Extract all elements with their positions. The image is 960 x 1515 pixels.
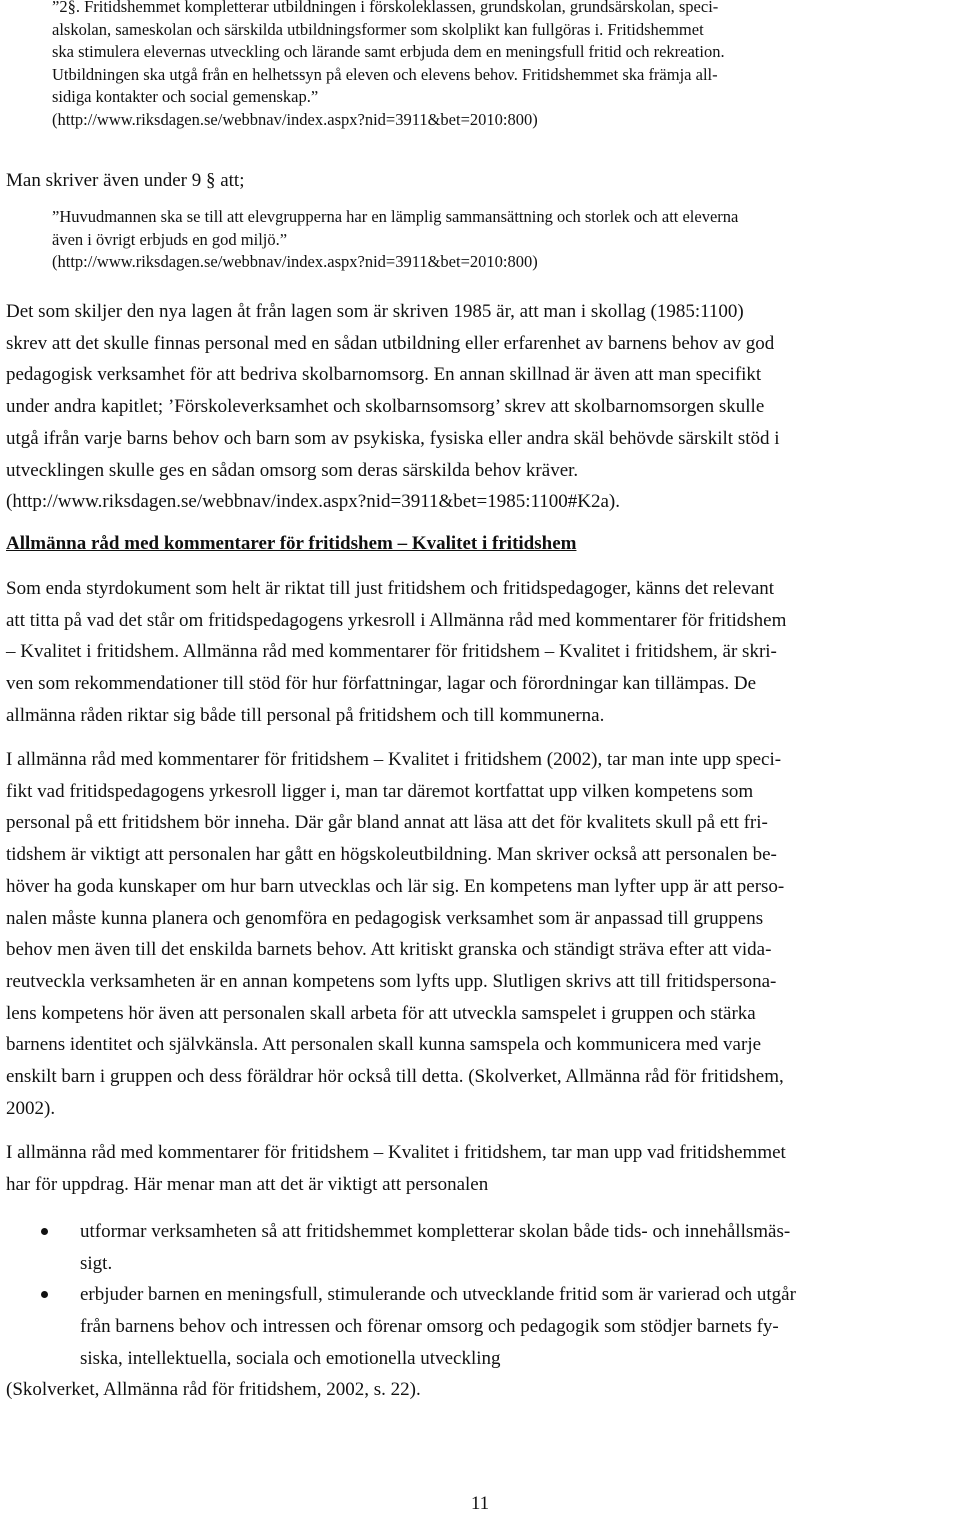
quote-line: även i övrigt erbjuds en god miljö.” (52, 229, 288, 249)
paragraph-source-url: (http://www.riksdagen.se/webbnav/index.aspx?nid=3911&bet=1985:1100#K2a). (6, 491, 621, 513)
page-number: 11 (470, 1493, 490, 1514)
quote-line: sidiga kontakter och social gemenskap.” (52, 87, 319, 106)
paragraph-line: allmänna råden riktar sig både till personal på fritidshem och till kommunerna. (6, 704, 605, 726)
paragraph-line: – Kvalitet i fritidshem. Allmänna råd med kommentarer för fritidshem – Kvalitet i fritidshem, är skri- (6, 641, 777, 663)
paragraph-line: utvecklingen skulle ges en sådan omsorg som deras särskilda behov kräver. (6, 459, 579, 481)
paragraph-line: 2002). (6, 1097, 56, 1119)
legal-quote-block-2 (52, 206, 912, 274)
list-item-line: siska, intellektuella, sociala och emotionella utveckling (80, 1347, 501, 1369)
list-item-line: sigt. (80, 1252, 113, 1274)
quote-source-url: (http://www.riksdagen.se/webbnav/index.aspx?nid=3911&bet=2010:800) (52, 252, 538, 271)
paragraph-general-advice (6, 573, 956, 732)
paragraph-line: Det som skiljer den nya lagen åt från lagen som är skriven 1985 är, att man i skollag (1985:1100) (6, 301, 744, 322)
list-item (0, 1279, 960, 1374)
paragraph-line: att titta på vad det står om fritidspedagogens yrkesroll i Allmänna råd med kommentarer för fritidshem (6, 609, 787, 631)
quote-source-url: (http://www.riksdagen.se/webbnav/index.aspx?nid=3911&bet=2010:800) (52, 109, 538, 129)
paragraph-competence (6, 744, 956, 1124)
quote-line: Utbildningen ska utgå från en helhetssyn på eleven och elevens behov. Fritidshemmet ska främja all- (52, 64, 718, 84)
list-item-line: erbjuder barnen en meningsfull, stimulerande och utvecklande fritid som är varierad och utgår (80, 1284, 796, 1306)
list-item-line: utformar verksamheten så att fritidshemmet kompletterar skolan både tids- och innehållsmäs- (80, 1221, 791, 1242)
list-item (0, 1216, 960, 1279)
paragraph-line: I allmänna råd med kommentarer för fritidshem – Kvalitet i fritidshem, tar man upp vad fritidshemmet (6, 1142, 786, 1163)
list-item-line: från barnens behov och intressen och förenar omsorg och pedagogik som stödjer barnets fy- (80, 1316, 779, 1338)
legal-quote-block (52, 0, 912, 131)
quote-line: alskolan, sameskolan och särskilda utbildningsformer som skolplikt kan fullgöras i. Fritidshemmet (52, 19, 704, 39)
bullet-icon (41, 1291, 48, 1298)
paragraph-line: personal på ett fritidshem bör inneha. Där går bland annat att läsa att det för kvalitets skull på ett fri- (6, 812, 768, 834)
section-heading: Allmänna råd med kommentarer för fritidshem – Kvalitet i fritidshem (6, 533, 577, 554)
quote-line: ”2§. Fritidshemmet kompletterar utbildningen i förskoleklassen, grundskolan, grundsärskolan, speci- (52, 0, 719, 16)
paragraph-line: fikt vad fritidspedagogens yrkesroll ligger i, man tar däremot kortfattat upp vilken kompetens som (6, 780, 754, 802)
paragraph-line: höver ha goda kunskaper om hur barn utvecklas och lär sig. En kompetens man lyfter upp är att perso- (6, 875, 785, 897)
paragraph-line: barnens identitet och självkänsla. Att personalen skall kunna samspela och kommunicera med varje (6, 1034, 762, 1056)
paragraph-line: utgå ifrån varje barns behov och barn som av psykiska, fysiska eller andra skäl behövde särskilt stöd i (6, 427, 780, 449)
paragraph-mission (6, 1137, 956, 1200)
paragraph-line: tidshem är viktigt att personalen har gått en högskoleutbildning. Man skriver också att personalen be- (6, 844, 777, 866)
bullet-icon (41, 1228, 48, 1235)
paragraph-line: behov men även till det enskilda barnets behov. Att kritiskt granska och ständigt sträva efter att vida- (6, 939, 772, 961)
paragraph-line: lens kompetens hör även att personalen skall arbeta för att utveckla samspelet i gruppen och stärka (6, 1002, 756, 1024)
paragraph-line: pedagogisk verksamhet för att bedriva skolbarnomsorg. En annan skillnad är även att man specifikt (6, 364, 762, 386)
intro-line: Man skriver även under 9 § att; (6, 170, 245, 191)
bullet-list (0, 1216, 960, 1375)
citation: (Skolverket, Allmänna råd för fritidshem, 2002, s. 22). (6, 1379, 421, 1400)
paragraph-law-comparison (6, 296, 956, 518)
paragraph-line: skrev att det skulle finnas personal med en sådan utbildning eller erfarenhet av barnens behov av god (6, 332, 775, 354)
quote-line: ”Huvudmannen ska se till att elevgrupperna har en lämplig sammansättning och storlek och att eleverna (52, 207, 739, 226)
paragraph-line: ven som rekommendationer till stöd för hur författningar, lagar och förordningar kan tillämpas. De (6, 673, 757, 695)
paragraph-line: I allmänna råd med kommentarer för fritidshem – Kvalitet i fritidshem (2002), tar man inte upp speci- (6, 749, 782, 770)
paragraph-line: reutveckla verksamheten är en annan kompetens som lyfts upp. Slutligen skrivs att till fritidspersona- (6, 970, 777, 992)
paragraph-line: nalen måste kunna planera och genomföra en pedagogisk verksamhet som är anpassad till gruppens (6, 907, 764, 929)
paragraph-line: Som enda styrdokument som helt är riktat till just fritidshem och fritidspedagoger, känns det relevant (6, 578, 775, 599)
quote-line: ska stimulera elevernas utveckling och lärande samt erbjuda dem en meningsfull fritid och rekreation. (52, 42, 725, 61)
paragraph-line: enskilt barn i gruppen och dess föräldrar hör också till detta. (Skolverket, Allmänna råd för fritidshem, (6, 1066, 784, 1088)
paragraph-line: har för uppdrag. Här menar man att det är viktigt att personalen (6, 1173, 489, 1195)
paragraph-line: under andra kapitlet; ’Förskoleverksamhet och skolbarnsomsorg’ skrev att skolbarnomsorgen skulle (6, 396, 765, 418)
